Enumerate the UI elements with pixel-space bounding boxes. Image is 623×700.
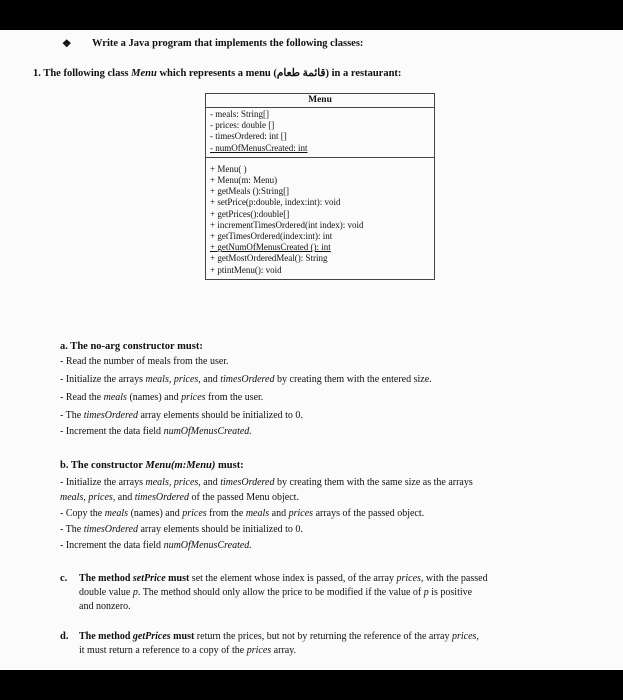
uml-class-box	[205, 93, 435, 280]
section-b-line: - The timesOrdered array elements should be initialized to 0.	[60, 524, 303, 535]
section-c-line: double value p. The method should only allow the price to be modified if the value of p is positive	[79, 587, 473, 598]
uml-method: + getPrices():double[]	[210, 208, 290, 219]
q1-text-c: ) in a restaurant:	[325, 68, 402, 79]
uml-field-static: - numOfMenusCreated: int	[210, 142, 308, 153]
uml-fields	[206, 108, 434, 157]
document-page	[0, 30, 623, 670]
q1-arabic: قائمة طعام	[276, 68, 326, 79]
section-a-line: - The timesOrdered array elements should be initialized to 0.	[60, 410, 303, 421]
uml-method: + getMostOrderedMeal(): String	[210, 253, 328, 264]
section-b-line: - Copy the meals (names) and prices from the meals and prices arrays of the passed object.	[60, 508, 425, 519]
uml-field: - timesOrdered: int []	[210, 131, 287, 142]
section-a-line: - Read the number of meals from the user.	[60, 356, 229, 367]
uml-class-title: Menu	[206, 94, 434, 108]
section-d-line: it must return a reference to a copy of the prices array.	[79, 645, 297, 656]
section-a-heading: a. The no-arg constructor must:	[60, 341, 203, 352]
uml-method: + incrementTimesOrdered(int index): void	[210, 219, 364, 230]
section-b-line: - Increment the data field numOfMenusCreated.	[60, 540, 252, 551]
q1-class-name: Menu	[131, 68, 157, 79]
q1-text-a: The following class	[43, 68, 132, 79]
uml-field: - meals: String[]	[210, 109, 269, 119]
q1-text-b: which represents a menu (	[156, 68, 277, 79]
section-d-line: The method getPrices must return the prices, but not by returning the reference of the array prices,	[79, 631, 479, 642]
section-b-line: - Initialize the arrays meals, prices, and timesOrdered by creating them with the same size as the arrays	[60, 477, 473, 488]
section-a-line: - Increment the data field numOfMenusCreated.	[60, 426, 252, 437]
uml-method: + Menu(m: Menu)	[210, 175, 278, 186]
q1-number: 1.	[33, 68, 41, 79]
intro-heading: Write a Java program that implements the following classes:	[92, 38, 364, 49]
intro-bullet: ❖	[62, 39, 72, 50]
uml-method: + getTimesOrdered(index:int): int	[210, 231, 333, 242]
section-c-line: The method setPrice must set the element whose index is passed, of the array prices, with the passed	[79, 573, 488, 584]
uml-methods	[206, 157, 434, 279]
uml-method-static: + getNumOfMenusCreated (): int	[210, 242, 331, 253]
uml-method: + Menu( )	[210, 163, 247, 174]
section-c-label: c.	[60, 573, 68, 584]
section-d-label: d.	[60, 631, 69, 642]
section-b-heading: b. The constructor Menu(m:Menu) must:	[60, 460, 244, 471]
section-a-line: - Initialize the arrays meals, prices, and timesOrdered by creating them with the entered size.	[60, 374, 432, 385]
uml-field: - prices: double []	[210, 120, 275, 131]
uml-method: + getMeals ():String[]	[210, 186, 290, 197]
uml-method: + ptintMenu(): void	[210, 264, 282, 275]
q1-line	[33, 67, 401, 79]
section-b-line: meals, prices, and timesOrdered of the passed Menu object.	[60, 492, 299, 503]
section-a-line: - Read the meals (names) and prices from the user.	[60, 392, 264, 403]
uml-method: + setPrice(p:double, index:int): void	[210, 197, 341, 208]
section-c-line: and nonzero.	[79, 601, 131, 612]
